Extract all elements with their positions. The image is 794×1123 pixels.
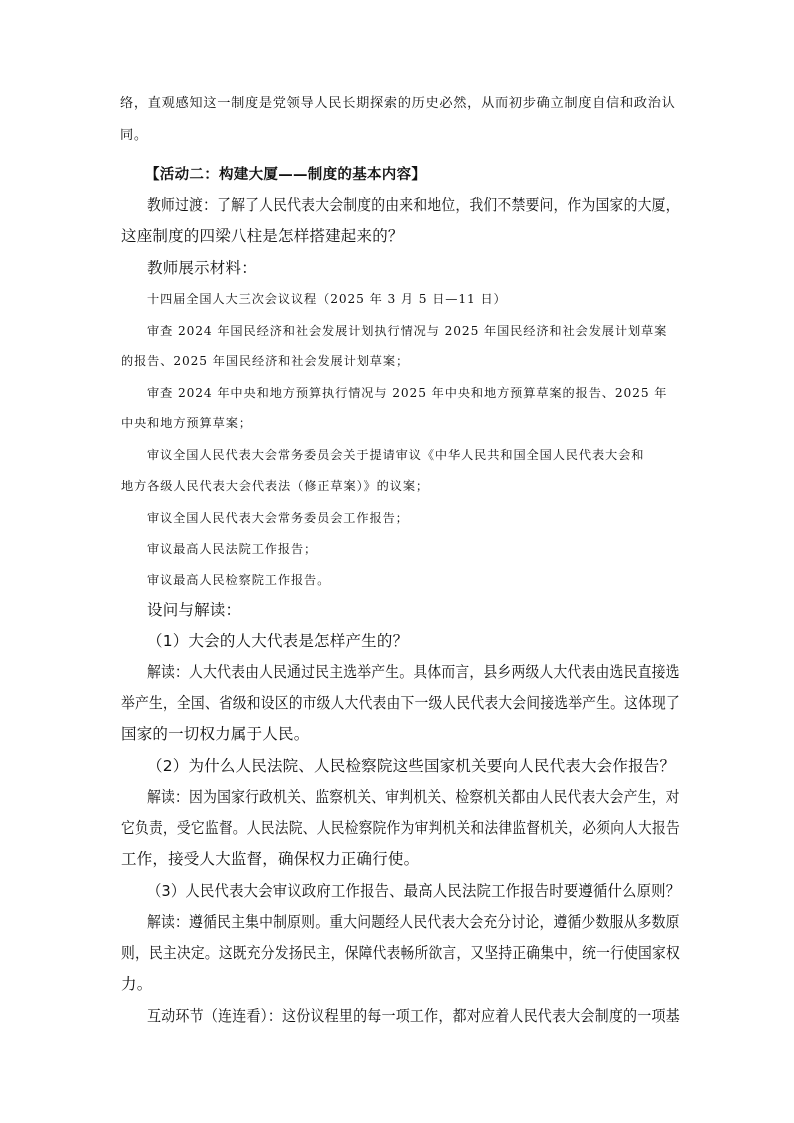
question-2: （2）为什么人民法院、人民检察院这些国家机关要向人民代表大会作报告？ [147,757,676,775]
interaction-line: 互动环节（连连看）：这份议程里的每一项工作，都对应着人民代表大会制度的一项基 [147,1007,680,1025]
agenda-item-6: 审议最高人民检察院工作报告。 [147,573,331,587]
teacher-transition-line-1: 教师过渡：了解了人民代表大会制度的由来和地位，我们不禁要问，作为国家的大厦， [147,196,680,214]
activity-heading: 【活动二：构建大厦——制度的基本内容】 [145,167,427,183]
answer-3-line-3: 力。 [121,975,153,993]
question-3: （3）人民代表大会审议政府工作报告、最高人民法院工作报告时要遵循什么原则？ [147,882,681,900]
answer-3-line-1: 解读：遵循民主集中制原则。重大问题经人民代表大会充分讨论，遵循少数服从多数原 [147,913,680,931]
answer-1-line-3: 国家的一切权力属于人民。 [121,725,310,743]
agenda-item-5: 审议最高人民法院工作报告； [147,542,318,556]
agenda-item-4: 审议全国人民代表大会常务委员会工作报告； [147,511,409,525]
answer-2-line-1: 解读：因为国家行政机关、监察机关、审判机关、检察机关都由人民代表大会产生，对 [147,788,680,806]
answer-2-line-3: 工作，接受人大监督，确保权力正确行使。 [121,850,420,868]
agenda-item-3-line-1: 审议全国人民代表大会常务委员会关于提请审议《中华人民共和国全国人民代表大会和 [147,448,645,462]
intro-line-2: 同。 [120,128,148,143]
answer-3-line-2: 则，民主决定。这既充分发扬民主，保障代表畅所欲言，又坚持正确集中，统一行使国家权 [121,944,680,962]
agenda-title: 十四届全国人大三次会议议程（2025 年 3 月 5 日—11 日） [147,292,507,306]
answer-1-line-2: 举产生，全国、省级和设区的市级人大代表由下一级人民代表大会间接选举产生。这体现了 [121,694,680,712]
answer-1-line-1: 解读：人大代表由人民通过民主选举产生。具体而言，县乡两级人大代表由选民直接选 [147,663,680,681]
agenda-item-3-line-2: 地方各级人民代表大会代表法（修正草案）》的议案； [121,479,429,493]
teacher-transition-line-2: 这座制度的四梁八柱是怎样搭建起来的？ [121,227,404,245]
agenda-item-1-line-2: 的报告、2025 年国民经济和社会发展计划草案； [121,354,410,368]
qa-label: 设问与解读： [147,601,242,619]
teacher-material-label: 教师展示材料： [147,259,257,277]
answer-2-line-2: 它负责，受它监督。人民法院、人民检察院作为审判机关和法律监督机关，必须向人大报告 [121,819,680,837]
intro-line-1: 络，直观感知这一制度是党领导人民长期探索的历史必然，从而初步确立制度自信和政治认 [120,96,676,111]
agenda-item-2-line-2: 中央和地方预算草案； [121,416,252,430]
agenda-item-2-line-1: 审查 2024 年中央和地方预算执行情况与 2025 年中央和地方预算草案的报告、2025 年 [147,386,668,400]
question-1: （1）大会的人大代表是怎样产生的？ [147,632,409,650]
agenda-item-1-line-1: 审查 2024 年国民经济和社会发展计划执行情况与 2025 年国民经济和社会发展计划草案 [147,324,668,338]
